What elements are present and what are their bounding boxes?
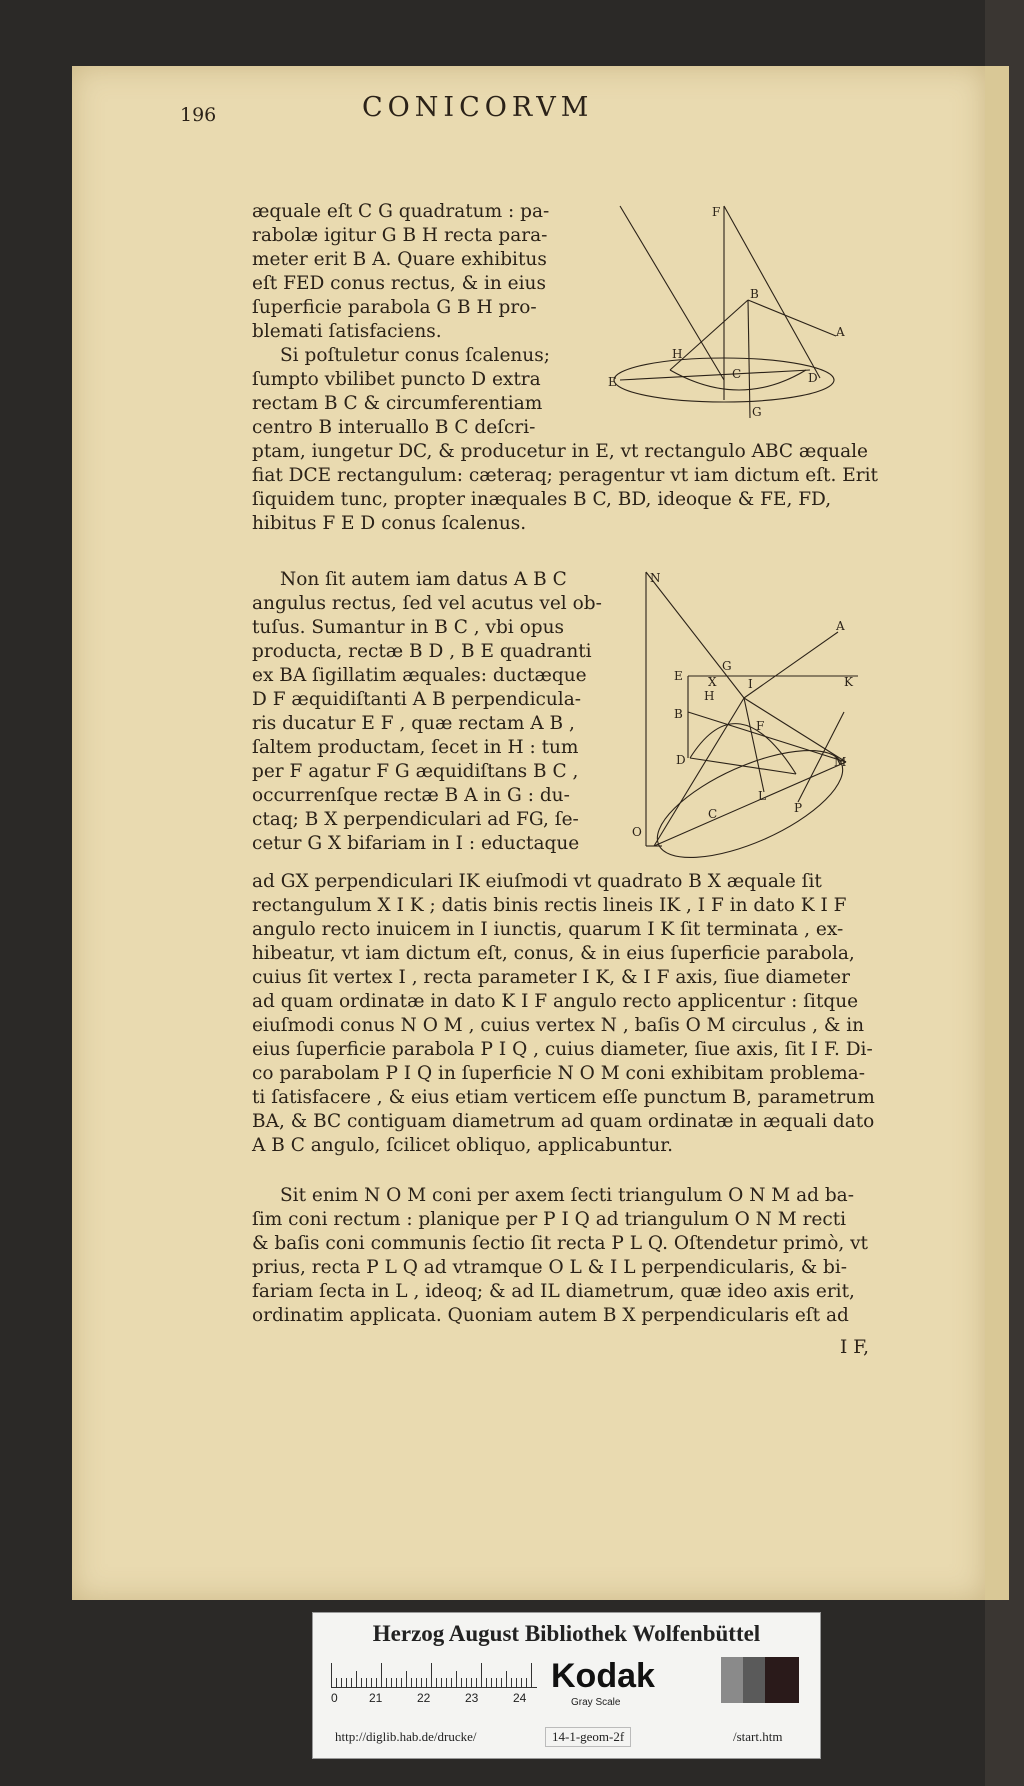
text-line: hibeatur, vt iam dictum eſt, conus, & in eius ſuperficie parabola, (252, 943, 855, 964)
ruler-tick (491, 1678, 492, 1687)
dark-swatch (765, 1657, 799, 1703)
text-line: blemati ſatisfaciens. (252, 321, 442, 342)
text-line: angulus rectus, ſed vel acutus vel ob- (252, 593, 602, 614)
cone-figure-2 (628, 562, 868, 862)
ruler-tick (531, 1663, 532, 1687)
text-line: ad quam ordinatæ in dato K I F angulo recto applicentur : ſitque (252, 991, 859, 1012)
ruler-number: 22 (417, 1691, 431, 1705)
text-line: rectam B C & circumferentiam (252, 393, 543, 414)
label-g: G (722, 659, 732, 673)
line-ba (748, 300, 836, 336)
line-n-apex (646, 572, 744, 698)
cone-side-right (724, 206, 820, 378)
text-line: ſumpto vbilibet puncto D extra (252, 369, 541, 390)
ruler-tick (516, 1678, 517, 1687)
ruler-tick (511, 1678, 512, 1687)
label-c: C (732, 367, 742, 381)
running-title: CONICORVM (362, 92, 594, 123)
text-line: Non ſit autem iam datus A B C (280, 569, 567, 590)
gray-scale-label: Gray Scale (571, 1697, 621, 1708)
ruler-tick (411, 1678, 412, 1687)
ruler-tick (446, 1678, 447, 1687)
label-f: F (756, 719, 765, 733)
ruler-tick (366, 1678, 367, 1687)
facing-page-edge (985, 66, 1009, 1600)
catchword: I F, (840, 1337, 870, 1358)
ruler-tick (406, 1671, 407, 1687)
line-a (744, 632, 838, 698)
text-line: ſim coni rectum : planique per P I Q ad triangulum O N M recti (252, 1209, 847, 1230)
label-f: F (712, 205, 721, 219)
ruler-tick (456, 1671, 457, 1687)
label-i: I (748, 677, 753, 691)
ruler-tick (416, 1678, 417, 1687)
text-line: eiuſmodi conus N O M , cuius vertex N , baſis O M circulus , & in (252, 1015, 865, 1036)
text-line: ad GX perpendiculari IK eiuſmodi vt quadrato B X æquale ſit (252, 871, 822, 892)
ruler-tick (341, 1678, 342, 1687)
gray-swatch (721, 1657, 743, 1703)
paragraph-3-wide (252, 870, 892, 1158)
ruler-tick (361, 1678, 362, 1687)
ruler-tick (331, 1663, 332, 1687)
text-line: tuſus. Sumantur in B C , vbi opus (252, 617, 564, 638)
paragraph-1 (252, 200, 562, 440)
text-line: D F æquidiſtanti A B perpendicula- (252, 689, 581, 710)
paragraph-3 (252, 568, 622, 856)
label-x: X (708, 675, 717, 689)
page-number: 196 (180, 104, 217, 126)
text-line: ordinatim applicata. Quoniam autem B X perpendicularis eſt ad (252, 1305, 849, 1326)
ruler-number: 24 (513, 1691, 527, 1705)
ruler-tick (381, 1663, 382, 1687)
ruler-tick (401, 1678, 402, 1687)
ruler-tick (351, 1678, 352, 1687)
base-diameter-om (654, 762, 846, 846)
line-plq (690, 758, 796, 774)
text-line: angulo recto inuicem in I iunctis, quarum I K ſit terminata , ex- (252, 919, 844, 940)
label-b: B (674, 707, 683, 721)
ruler-tick (506, 1671, 507, 1687)
ruler-number: 21 (369, 1691, 383, 1705)
ruler-tick (476, 1678, 477, 1687)
label-a: A (836, 325, 845, 339)
ruler-tick (526, 1678, 527, 1687)
text-line: centro B interuallo B C deſcri- (252, 417, 536, 438)
ruler-tick (501, 1678, 502, 1687)
label-g: G (752, 405, 762, 419)
label-p: P (794, 801, 803, 815)
text-line: eius ſuperficie parabola P I Q , cuius diameter, ſiue axis, ſit I F. Di- (252, 1039, 873, 1060)
label-h: H (704, 689, 715, 703)
ruler-tick (436, 1678, 437, 1687)
text-line: fariam ſecta in L , ideoq; & ad IL diametrum, quæ ideo axis erit, (252, 1281, 855, 1302)
ruler-tick (386, 1678, 387, 1687)
ruler-number: 23 (465, 1691, 479, 1705)
ruler-tick (461, 1678, 462, 1687)
label-o: O (632, 825, 642, 839)
digital-library-url: http://diglib.hab.de/drucke/ (335, 1729, 477, 1744)
ruler (331, 1661, 537, 1688)
paragraph-4 (252, 1184, 892, 1328)
ruler-tick (356, 1671, 357, 1687)
cone-side-no (654, 698, 744, 846)
text-line: meter erit B A. Quare exhibitus (252, 249, 547, 270)
paragraph-2-wide (252, 440, 892, 536)
ruler-tick (466, 1678, 467, 1687)
label-d: D (676, 753, 686, 767)
ruler-tick (421, 1678, 422, 1687)
text-line: rabolæ igitur G B H recta para- (252, 225, 548, 246)
text-line: Sit enim N O M coni per axem ſecti triangulum O N M ad ba- (280, 1185, 854, 1206)
gray-swatch (743, 1657, 765, 1703)
ruler-number: 0 (331, 1691, 338, 1705)
library-name: Herzog August Bibliothek Wolfenbüttel (372, 1621, 761, 1646)
text-line: ctaq; B X perpendiculari ad FG, ſe- (252, 809, 579, 830)
axis-if (744, 698, 764, 792)
label-l: L (758, 789, 766, 803)
label-e: E (674, 669, 683, 683)
text-line: ſuperficie parabola G B H pro- (252, 297, 537, 318)
ruler-tick (371, 1678, 372, 1687)
text-line: A B C angulo, ſcilicet obliquo, applicabuntur. (252, 1135, 673, 1156)
ruler-tick (391, 1678, 392, 1687)
ruler-tick (451, 1678, 452, 1687)
text-line: ris ducatur E F , quæ rectam A B , (252, 713, 575, 734)
ruler-tick (471, 1678, 472, 1687)
cone-figure-1 (600, 200, 860, 440)
ruler-tick (426, 1678, 427, 1687)
text-line: rectangulum X I K ; datis binis rectis lineis IK , I F in dato K I F (252, 895, 847, 916)
start-link: /start.htm (733, 1729, 783, 1744)
text-line: co parabolam P I Q in ſuperficie N O M coni exhibitam problema- (252, 1063, 865, 1084)
text-line: ti ſatisfacere , & eius etiam verticem eſſe punctum B, parametrum (252, 1087, 875, 1108)
shelfmark-code: 14-1-geom-2f (545, 1727, 631, 1747)
label-k: K (844, 675, 853, 689)
label-h: H (672, 347, 683, 361)
text-line: æquale eſt C G quadratum : pa- (252, 201, 550, 222)
text-line: producta, rectæ B D , B E quadranti (252, 641, 592, 662)
ruler-tick (481, 1663, 482, 1687)
label-c: C (708, 807, 718, 821)
ruler-tick (441, 1678, 442, 1687)
ruler-tick (496, 1678, 497, 1687)
text-line: per F agatur F G æquidiſtans B C , (252, 761, 579, 782)
text-line: BA, & BC contiguam diametrum ad quam ordinatæ in æquali dato (252, 1111, 875, 1132)
text-line: ſiquidem tunc, propter inæquales B C, BD, ideoque & FE, FD, (252, 489, 832, 510)
label-e: E (608, 375, 617, 389)
text-line: cuius ſit vertex I , recta parameter I K, & I F axis, ſiue diameter (252, 967, 850, 988)
ruler-tick (376, 1678, 377, 1687)
label-m: M (834, 755, 847, 769)
text-line: & baſis coni communis ſectio ſit recta P L Q. Oſtendetur primò, vt (252, 1233, 868, 1254)
text-line: prius, recta P L Q ad vtramque O L & I L perpendicularis, & bi- (252, 1257, 848, 1278)
label-a: A (836, 619, 845, 633)
ruler-tick (486, 1678, 487, 1687)
ruler-tick (336, 1678, 337, 1687)
ruler-tick (431, 1663, 432, 1687)
text-line: occurrenſque rectæ B A in G : du- (252, 785, 570, 806)
text-line: fiat DCE rectangulum: cæteraq; peragentur vt iam dictum eſt. Erit (252, 465, 878, 486)
label-n: N (650, 571, 661, 585)
library-color-strip (312, 1612, 821, 1759)
text-line: ex BA ſigillatim æquales: ductæque (252, 665, 587, 686)
text-line: cetur G X bifariam in I : eductaque (252, 833, 580, 854)
ruler-tick (396, 1678, 397, 1687)
text-line: Si poſtuletur conus ſcalenus; (280, 345, 550, 366)
label-b: B (750, 287, 759, 301)
diameter-line (620, 370, 810, 380)
text-line: eſt FED conus rectus, & in eius (252, 273, 546, 294)
label-d: D (808, 371, 818, 385)
text-line: ptam, iungetur DC, & producetur in E, vt rectangulo ABC æquale (252, 441, 868, 462)
ruler-tick (346, 1678, 347, 1687)
text-line: ſaltem productam, ſecet in H : tum (252, 737, 579, 758)
ruler-tick (521, 1678, 522, 1687)
text-line: hibitus F E D conus ſcalenus. (252, 513, 527, 534)
kodak-logo: Kodak (551, 1657, 655, 1695)
